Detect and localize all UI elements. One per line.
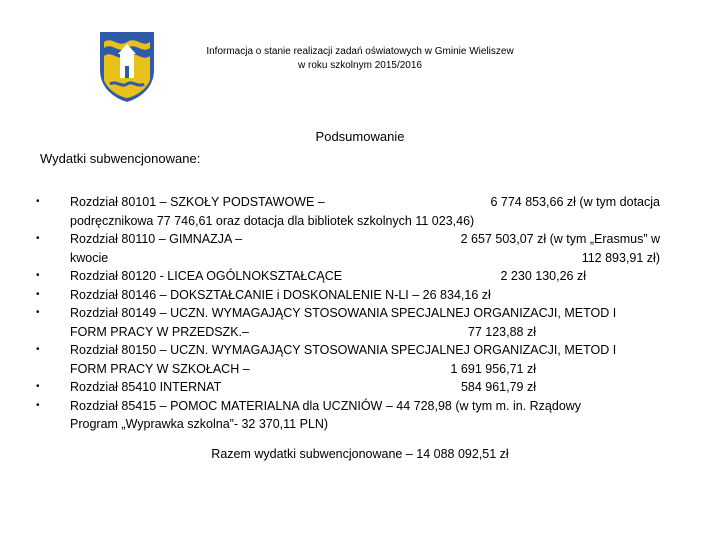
bullet-icon: • (36, 381, 40, 392)
item-label: Rozdział 80110 – GIMNAZJA – (70, 232, 243, 246)
list-item (36, 286, 660, 305)
section-subtitle: Wydatki subwencjonowane: (40, 151, 201, 166)
item-label: Rozdział 80120 - LICEA OGÓLNOKSZTAŁCĄCE (70, 269, 343, 283)
item-label: Rozdział 80101 – SZKOŁY PODSTAWOWE – (70, 195, 325, 209)
list-item (36, 304, 660, 341)
bullet-icon: • (36, 196, 40, 207)
item-label: Rozdział 85415 – POMOC MATERIALNA dla UCZNIÓW – 44 728,98 (w tym m. in. Rządowy (70, 398, 582, 413)
bullet-icon: • (36, 307, 40, 318)
item-amount: 1 691 956,71 zł (450, 361, 536, 376)
item-continuation: Program „Wyprawka szkolna”- 32 370,11 PLN) (70, 417, 329, 431)
item-amount: 77 123,88 zł (467, 324, 536, 339)
coat-of-arms-logo (96, 28, 158, 104)
document-header (180, 45, 540, 73)
list-item (36, 378, 660, 397)
item-continuation: FORM PRACY W PRZEDSZK.– (70, 324, 249, 339)
list-item (36, 267, 660, 286)
expense-list (36, 193, 660, 434)
item-amount-detail: 112 893,91 zł) (581, 250, 660, 265)
bullet-icon: • (36, 399, 40, 411)
item-amount: 584 961,79 zł (460, 380, 536, 394)
bullet-icon: • (36, 288, 40, 300)
total-summary: Razem wydatki subwencjonowane – 14 088 092,51 zł (211, 447, 509, 461)
item-continuation: FORM PRACY W SZKOŁACH – (70, 361, 250, 376)
item-label: Rozdział 85410 INTERNAT (70, 380, 222, 394)
header-line-2: w roku szkolnym 2015/2016 (298, 60, 422, 71)
header-line-1: Informacja o stanie realizacji zadań oświatowych w Gminie Wieliszew (206, 46, 514, 57)
item-continuation: kwocie (70, 250, 109, 265)
item-label: Rozdział 80146 – DOKSZTAŁCANIE i DOSKONALENIE N-LI – 26 834,16 zł (70, 287, 491, 302)
list-item (36, 230, 660, 267)
item-label: Rozdział 80150 – UCZN. WYMAGAJĄCY STOSOWANIA SPECJALNEJ ORGANIZACJI, METOD I (70, 343, 617, 357)
list-item (36, 341, 660, 378)
list-item (36, 193, 660, 230)
item-continuation: podręcznikowa 77 746,61 oraz dotacja dla bibliotek szkolnych 11 023,46) (70, 213, 475, 228)
bullet-icon: • (36, 270, 40, 281)
section-heading: Podsumowanie (315, 129, 405, 144)
bullet-icon: • (36, 344, 40, 355)
item-amount: 6 774 853,66 zł (w tym dotacja (490, 195, 660, 209)
item-amount: 2 230 130,26 zł (500, 269, 586, 283)
item-label: Rozdział 80149 – UCZN. WYMAGAJĄCY STOSOWANIA SPECJALNEJ ORGANIZACJI, METOD I (70, 306, 617, 320)
list-item (36, 397, 660, 434)
bullet-icon: • (36, 233, 40, 244)
item-amount: 2 657 503,07 zł (w tym „Erasmus” w (460, 232, 660, 246)
